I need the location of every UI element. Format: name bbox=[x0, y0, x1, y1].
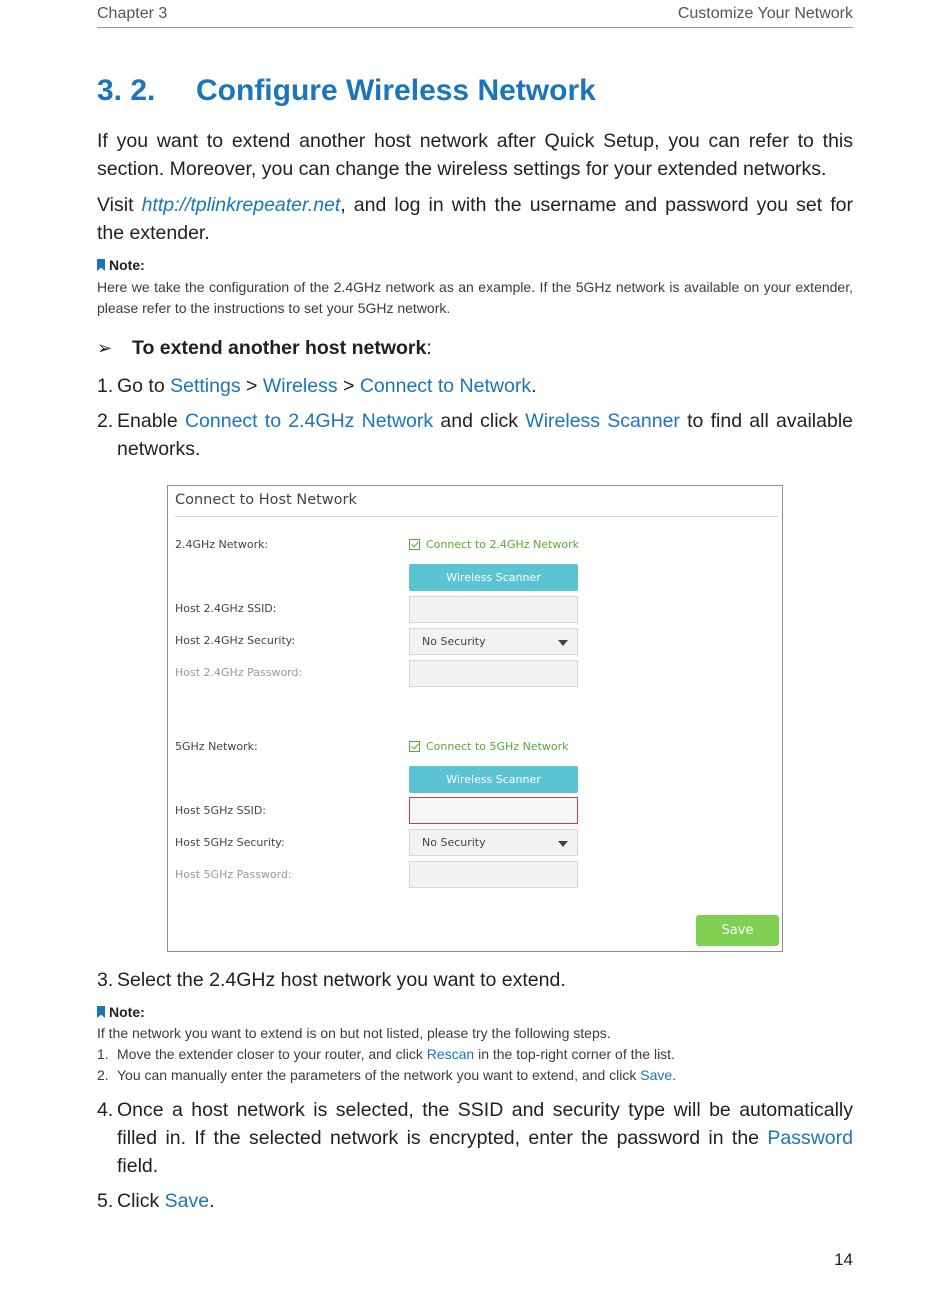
arrow-bullet-icon: ➢ bbox=[97, 338, 113, 358]
password-field-link[interactable]: Password bbox=[767, 1127, 853, 1149]
step-2-prefix: Enable bbox=[117, 410, 185, 432]
step-number: 2. bbox=[97, 410, 114, 432]
wireless-scanner-5-button[interactable]: Wireless Scanner bbox=[409, 766, 578, 793]
connect-24ghz-label: Connect to 2.4GHz Network bbox=[426, 538, 580, 551]
chapter-title: Customize Your Network bbox=[677, 5, 853, 22]
step-5-prefix: Click bbox=[117, 1190, 165, 1212]
wireless-link[interactable]: Wireless bbox=[262, 375, 338, 397]
visit-paragraph bbox=[97, 191, 853, 247]
wireless-scanner-24-button[interactable]: Wireless Scanner bbox=[409, 564, 578, 591]
page-header bbox=[97, 5, 853, 28]
security24-value: No Security bbox=[422, 635, 486, 648]
password24-input[interactable] bbox=[409, 660, 578, 687]
note-label bbox=[97, 1004, 145, 1020]
step-1 bbox=[97, 372, 853, 400]
ssid24-label: Host 2.4GHz SSID: bbox=[175, 602, 277, 615]
password5-label: Host 5GHz Password: bbox=[175, 868, 292, 881]
note-item-1 bbox=[97, 1044, 675, 1065]
connect-24ghz-checkbox[interactable] bbox=[409, 538, 579, 551]
chapter-label: Chapter 3 bbox=[97, 5, 168, 22]
note-label-text: Note: bbox=[109, 1004, 145, 1020]
visit-suffix: , and log in with the username and password you set for the extender. bbox=[97, 194, 854, 244]
panel-title: Connect to Host Network bbox=[175, 492, 357, 508]
step-text bbox=[117, 1096, 853, 1180]
section-heading: Configure Wireless Network bbox=[196, 74, 596, 107]
step-1-prefix: Go to bbox=[117, 375, 171, 397]
security5-label: Host 5GHz Security: bbox=[175, 836, 285, 849]
dropdown-arrow-icon bbox=[558, 841, 568, 847]
intro-paragraph: If you want to extend another host network after Quick Setup, you can refer to this section. Moreover, you can change the wireless settings for your extended networks. bbox=[97, 130, 853, 180]
step-3 bbox=[97, 966, 853, 994]
step-text bbox=[117, 1187, 853, 1215]
step-1-end: . bbox=[531, 375, 537, 397]
visit-prefix: Visit bbox=[97, 194, 142, 216]
step-1-sep-2: > bbox=[337, 375, 360, 397]
task-colon: : bbox=[426, 337, 432, 359]
step-4-end: field. bbox=[117, 1155, 159, 1177]
step-4-prefix: Once a host network is selected, the SSID and security type will be automatically filled in. If the selected network is encrypted, enter the password in the bbox=[117, 1099, 853, 1149]
rescan-link[interactable]: Rescan bbox=[426, 1046, 475, 1062]
connect-host-network-panel bbox=[167, 485, 783, 952]
task-heading bbox=[97, 337, 432, 360]
step-5 bbox=[97, 1187, 853, 1215]
note-item-2-prefix: You can manually enter the parameters of the network you want to extend, and click bbox=[117, 1067, 641, 1083]
step-number: 1. bbox=[97, 375, 114, 397]
step-number: 5. bbox=[97, 1190, 114, 1212]
password5-input[interactable] bbox=[409, 861, 578, 888]
connect-5ghz-checkbox[interactable] bbox=[409, 740, 569, 753]
step-text: Select the 2.4GHz host network you want to extend. bbox=[117, 969, 566, 991]
section-title bbox=[97, 74, 596, 108]
bookmark-icon bbox=[97, 259, 105, 271]
security24-select[interactable] bbox=[409, 628, 578, 655]
bookmark-icon bbox=[97, 1006, 105, 1018]
note-item-number: 1. bbox=[97, 1046, 109, 1062]
checkbox-checked-icon bbox=[409, 539, 420, 550]
note-item-1-prefix: Move the extender closer to your router, and click bbox=[117, 1046, 427, 1062]
note-item-number: 2. bbox=[97, 1067, 109, 1083]
step-1-sep-1: > bbox=[240, 375, 263, 397]
security24-label: Host 2.4GHz Security: bbox=[175, 634, 296, 647]
step-2-end: to find all available networks. bbox=[117, 410, 853, 460]
ssid24-input[interactable] bbox=[409, 596, 578, 623]
panel-divider bbox=[175, 516, 778, 517]
security5-value: No Security bbox=[422, 836, 486, 849]
note-item-1-suffix: in the top-right corner of the list. bbox=[474, 1046, 675, 1062]
connect-5ghz-label: Connect to 5GHz Network bbox=[426, 740, 569, 753]
step-number: 3. bbox=[97, 969, 114, 991]
note-item-2 bbox=[97, 1065, 676, 1086]
step-5-end: . bbox=[209, 1190, 215, 1212]
connect-to-network-link[interactable]: Connect to Network bbox=[359, 375, 532, 397]
security5-select[interactable] bbox=[409, 829, 578, 856]
step-4 bbox=[97, 1096, 853, 1180]
page-number: 14 bbox=[834, 1250, 853, 1269]
step-text bbox=[117, 407, 853, 463]
enable-24ghz-link[interactable]: Connect to 2.4GHz Network bbox=[184, 410, 434, 432]
save-link[interactable]: Save bbox=[640, 1067, 673, 1083]
ssid5-input[interactable] bbox=[409, 797, 578, 824]
section-number: 3. 2. bbox=[97, 74, 156, 107]
note-item-2-suffix: . bbox=[672, 1067, 677, 1083]
save-link[interactable]: Save bbox=[164, 1190, 210, 1212]
dropdown-arrow-icon bbox=[558, 640, 568, 646]
note-text: Here we take the configuration of the 2.4GHz network as an example. If the 5GHz network is available on your extender, please refer to the instructions to set your 5GHz network. bbox=[97, 279, 853, 316]
save-button[interactable]: Save bbox=[696, 915, 779, 946]
ssid5-label: Host 5GHz SSID: bbox=[175, 804, 266, 817]
step-text bbox=[117, 372, 853, 400]
checkbox-checked-icon bbox=[409, 741, 420, 752]
note-label-text: Note: bbox=[109, 257, 145, 273]
note-intro: If the network you want to extend is on but not listed, please try the following steps. bbox=[97, 1025, 611, 1041]
wireless-scanner-link[interactable]: Wireless Scanner bbox=[525, 410, 680, 432]
step-number: 4. bbox=[97, 1099, 114, 1121]
extender-url-link[interactable]: http://tplinkrepeater.net bbox=[141, 194, 341, 216]
settings-link[interactable]: Settings bbox=[170, 375, 241, 397]
task-title: To extend another host network bbox=[132, 337, 427, 359]
net5-label: 5GHz Network: bbox=[175, 740, 258, 753]
step-2 bbox=[97, 407, 853, 463]
note-label bbox=[97, 257, 145, 273]
net24-label: 2.4GHz Network: bbox=[175, 538, 269, 551]
password24-label: Host 2.4GHz Password: bbox=[175, 666, 303, 679]
step-2-mid: and click bbox=[433, 410, 526, 432]
